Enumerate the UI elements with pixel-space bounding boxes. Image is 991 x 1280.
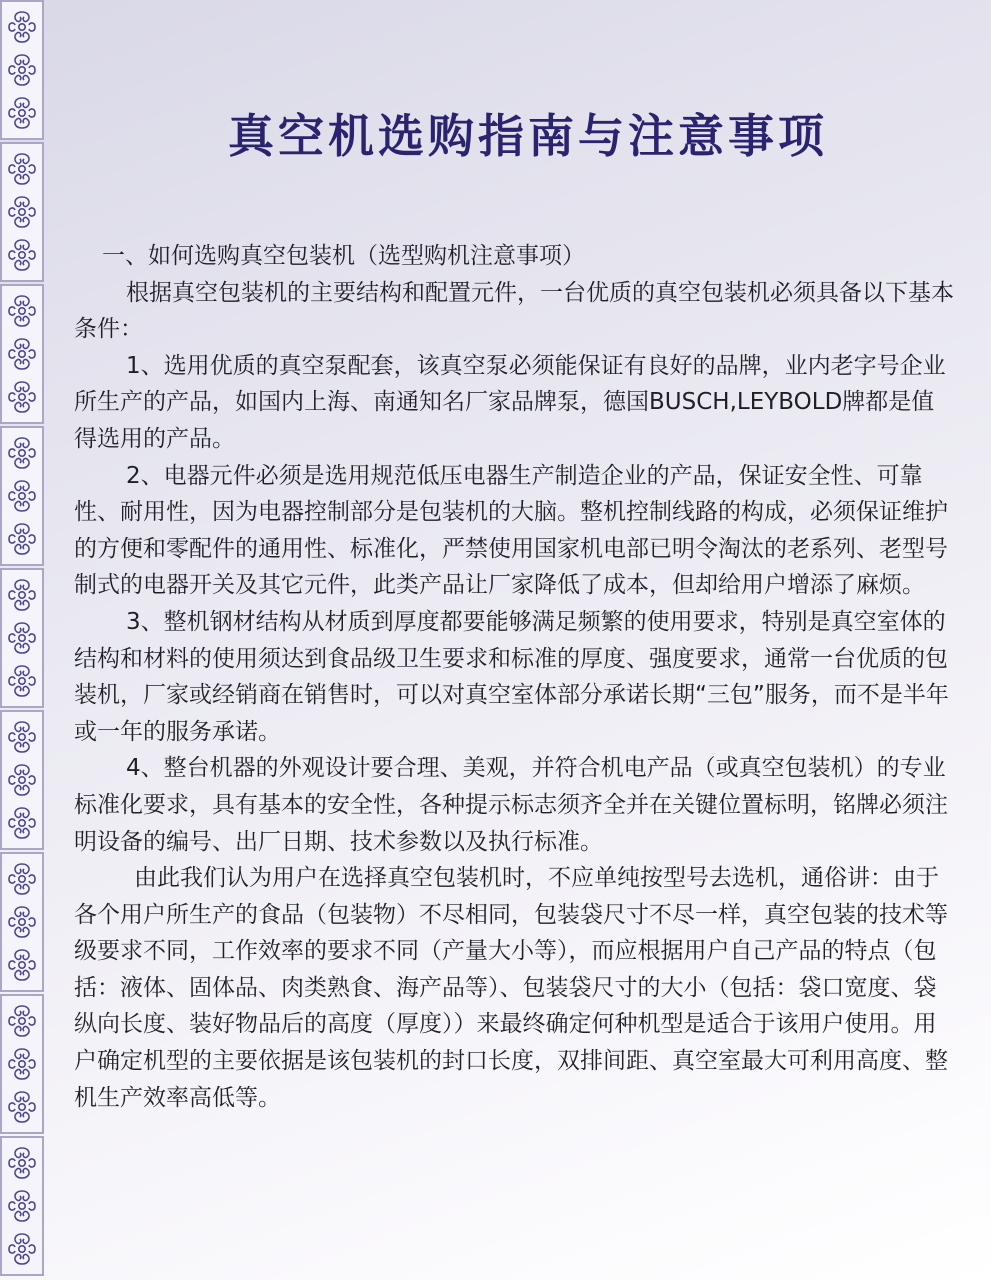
scroll-ornament-icon	[5, 576, 39, 614]
scroll-ornament-icon	[5, 292, 39, 330]
border-tile	[0, 994, 44, 1134]
border-tile	[0, 284, 44, 424]
scroll-ornament-icon	[5, 378, 39, 416]
scroll-ornament-icon	[5, 335, 39, 373]
conclusion-paragraph: 由此我们认为用户在选择真空包装机时，不应单纯按型号去选机，通俗讲：由于各个用户所生产的食品（包装物）不尽相同，包装袋尺寸不尽一样，真空包装的技术等级要求不同，工作效率的要求不同（产量大小等），而应根据用户自己产品的特点（包括：液体、固体品、肉类熟食、海产品等）、包装袋尺寸的大小（包括：袋口宽度、袋纵向长度、装好物品后的高度（厚度））来最终确定何种机型是适合于该用户使用。用户确定机型的主要依据是该包装机的封口长度，双排间距、真空室最大可利用高度、整机生产效率高低等。	[74, 865, 948, 1111]
scroll-ornament-icon	[5, 718, 39, 756]
scroll-ornament-icon	[5, 662, 39, 700]
scroll-ornament-icon	[5, 477, 39, 515]
scroll-ornament-icon	[5, 1088, 39, 1126]
scroll-ornament-icon	[5, 860, 39, 898]
border-tile	[0, 1136, 44, 1276]
scroll-ornament-icon	[5, 193, 39, 231]
scroll-ornament-icon	[5, 150, 39, 188]
item-3-paragraph: 3、整机钢材结构从材质到厚度都要能够满足频繁的使用要求，特别是真空室体的结构和材料的使用须达到食品级卫生要求和标准的厚度、强度要求，通常一台优质的包装机，厂家或经销商在销售时，可以对真空室体部分承诺长期“三包”服务，而不是半年或一年的服务承诺。	[74, 608, 949, 745]
item-1-paragraph: 1、选用优质的真空泵配套，该真空泵必须能保证有良好的品牌，业内老字号企业所生产的产品，如国内上海、南通知名厂家品牌泵，德国BUSCH,LEYBOLD牌都是值得选用的产品。	[74, 352, 946, 452]
border-tile	[0, 710, 44, 850]
scroll-ornament-icon	[5, 8, 39, 46]
article-body	[74, 238, 954, 1116]
border-tile	[0, 852, 44, 992]
scroll-ornament-icon	[5, 51, 39, 89]
scroll-ornament-icon	[5, 946, 39, 984]
scroll-ornament-icon	[5, 520, 39, 558]
scroll-ornament-icon	[5, 1230, 39, 1268]
item-2-paragraph: 2、电器元件必须是选用规范低压电器生产制造企业的产品，保证安全性、可靠性、耐用性，因为电器控制部分是包装机的大脑。整机控制线路的构成，必须保证维护的方便和零配件的通用性、标准化，严禁使用国家机电部已明令淘汰的老系列、老型号制式的电器开关及其它元件，此类产品让厂家降低了成本，但却给用户增添了麻烦。	[74, 462, 948, 599]
scroll-ornament-icon	[5, 619, 39, 657]
scroll-ornament-icon	[5, 761, 39, 799]
border-tile	[0, 568, 44, 708]
scroll-ornament-icon	[5, 804, 39, 842]
scroll-ornament-icon	[5, 94, 39, 132]
item-4-paragraph: 4、整台机器的外观设计要合理、美观，并符合机电产品（或真空包装机）的专业标准化要求，具有基本的安全性，各种提示标志须齐全并在关键位置标明，铭牌必须注明设备的编号、出厂日期、技术参数以及执行标准。	[74, 755, 948, 855]
border-tile	[0, 0, 44, 140]
scroll-ornament-icon	[5, 1045, 39, 1083]
scroll-ornament-icon	[5, 1187, 39, 1225]
scroll-ornament-icon	[5, 1144, 39, 1182]
page-title: 真空机选购指南与注意事项	[228, 109, 828, 163]
scroll-ornament-icon	[5, 1002, 39, 1040]
scroll-ornament-icon	[5, 236, 39, 274]
decorative-border	[0, 0, 44, 1280]
scroll-ornament-icon	[5, 903, 39, 941]
border-tile	[0, 426, 44, 566]
intro-paragraph: 根据真空包装机的主要结构和配置元件，一台优质的真空包装机必须具备以下基本条件：	[74, 279, 954, 343]
border-tile	[0, 142, 44, 282]
scroll-ornament-icon	[5, 434, 39, 472]
section-heading: 一、如何选购真空包装机（选型购机注意事项）	[102, 243, 585, 269]
